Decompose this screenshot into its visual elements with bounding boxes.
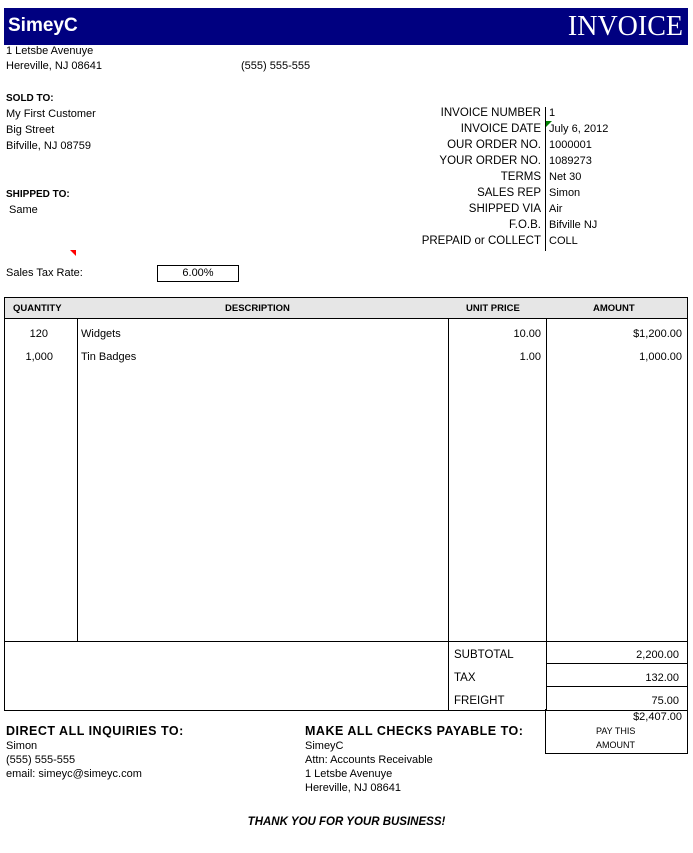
meta-divider — [545, 107, 546, 251]
tax-label: TAX — [454, 672, 476, 684]
total-box — [545, 709, 688, 754]
freight-label: FREIGHT — [454, 695, 505, 707]
meta-label-your-order: YOUR ORDER NO. — [439, 155, 541, 167]
payable-line: SimeyC — [305, 740, 344, 752]
sold-to-line: My First Customer — [6, 108, 96, 120]
meta-value-prepaid-collect: COLL — [549, 235, 578, 247]
column-header-unit-price: UNIT PRICE — [466, 303, 520, 314]
column-divider — [448, 319, 449, 710]
meta-value-terms: Net 30 — [549, 171, 582, 183]
row-unit-price: 10.00 — [513, 328, 541, 340]
payable-title: MAKE ALL CHECKS PAYABLE TO: — [305, 724, 524, 738]
company-address-line1: 1 Letsbe Avenuye — [6, 45, 94, 57]
meta-value-sales-rep: Simon — [549, 187, 581, 199]
row-description: Tin Badges — [81, 351, 137, 363]
meta-value-invoice-date: July 6, 2012 — [549, 123, 609, 135]
summary-divider — [546, 663, 687, 664]
meta-value-invoice-number: 1 — [549, 107, 556, 119]
thank-you-message: THANK YOU FOR YOUR BUSINESS! — [247, 816, 446, 828]
meta-value-fob: Bifville NJ — [549, 219, 598, 231]
line-items-table — [4, 297, 688, 711]
column-header-quantity: QUANTITY — [13, 303, 62, 314]
inquiries-title: DIRECT ALL INQUIRIES TO: — [6, 724, 184, 738]
invoice-title: INVOICE — [567, 11, 683, 42]
meta-label-sales-rep: SALES REP — [477, 187, 541, 199]
meta-value-your-order: 1089273 — [549, 155, 592, 167]
column-header-description: DESCRIPTION — [225, 303, 290, 314]
column-divider — [546, 319, 547, 710]
sold-to-line: Bifville, NJ 08759 — [6, 140, 91, 152]
comment-marker-icon — [70, 250, 76, 256]
subtotal-value: 2,200.00 — [636, 649, 679, 661]
meta-label-terms: TERMS — [500, 171, 541, 183]
column-header-amount: AMOUNT — [593, 303, 635, 314]
column-divider — [77, 319, 78, 641]
row-unit-price: 1.00 — [519, 351, 541, 363]
table-body-bottom-line — [5, 641, 687, 642]
payable-line: 1 Letsbe Avenuye — [305, 768, 393, 780]
row-amount: $1,200.00 — [633, 328, 682, 340]
inquiries-line: Simon — [6, 740, 38, 752]
company-address-line2: Hereville, NJ 08641 — [6, 60, 102, 72]
meta-value-our-order: 1000001 — [549, 139, 592, 151]
payable-line: Attn: Accounts Receivable — [305, 754, 433, 766]
row-description: Widgets — [81, 328, 121, 340]
inquiries-email[interactable]: email: simeyc@simeyc.com — [6, 768, 142, 780]
amount-label: AMOUNT — [596, 740, 635, 750]
freight-value: 75.00 — [651, 695, 679, 707]
tax-value: 132.00 — [645, 672, 679, 684]
company-name: SimeyC — [8, 15, 78, 36]
sold-to-label: SOLD TO: — [6, 93, 54, 104]
sales-tax-rate-field[interactable]: 6.00% — [157, 265, 239, 282]
row-quantity: 120 — [29, 328, 48, 340]
total-value: $2,407.00 — [633, 711, 682, 723]
shipped-to-line: Same — [9, 204, 38, 216]
meta-label-fob: F.O.B. — [509, 219, 541, 231]
summary-divider — [546, 686, 687, 687]
meta-label-invoice-number: INVOICE NUMBER — [440, 107, 541, 119]
sales-tax-label: Sales Tax Rate: — [6, 267, 83, 279]
subtotal-label: SUBTOTAL — [454, 649, 514, 661]
meta-value-shipped-via: Air — [549, 203, 563, 215]
row-amount: 1,000.00 — [639, 351, 682, 363]
meta-label-invoice-date: INVOICE DATE — [460, 123, 541, 135]
row-quantity: 1,000 — [25, 351, 53, 363]
shipped-to-label: SHIPPED TO: — [6, 189, 70, 200]
sold-to-line: Big Street — [6, 124, 55, 136]
company-phone: (555) 555-555 — [241, 60, 311, 72]
inquiries-line: (555) 555-555 — [6, 754, 76, 766]
meta-label-our-order: OUR ORDER NO. — [447, 139, 541, 151]
table-header-row — [5, 298, 687, 319]
meta-label-prepaid-collect: PREPAID or COLLECT — [421, 235, 541, 247]
pay-this-label: PAY THIS — [596, 726, 636, 736]
meta-label-shipped-via: SHIPPED VIA — [468, 203, 541, 215]
payable-line: Hereville, NJ 08641 — [305, 782, 401, 794]
